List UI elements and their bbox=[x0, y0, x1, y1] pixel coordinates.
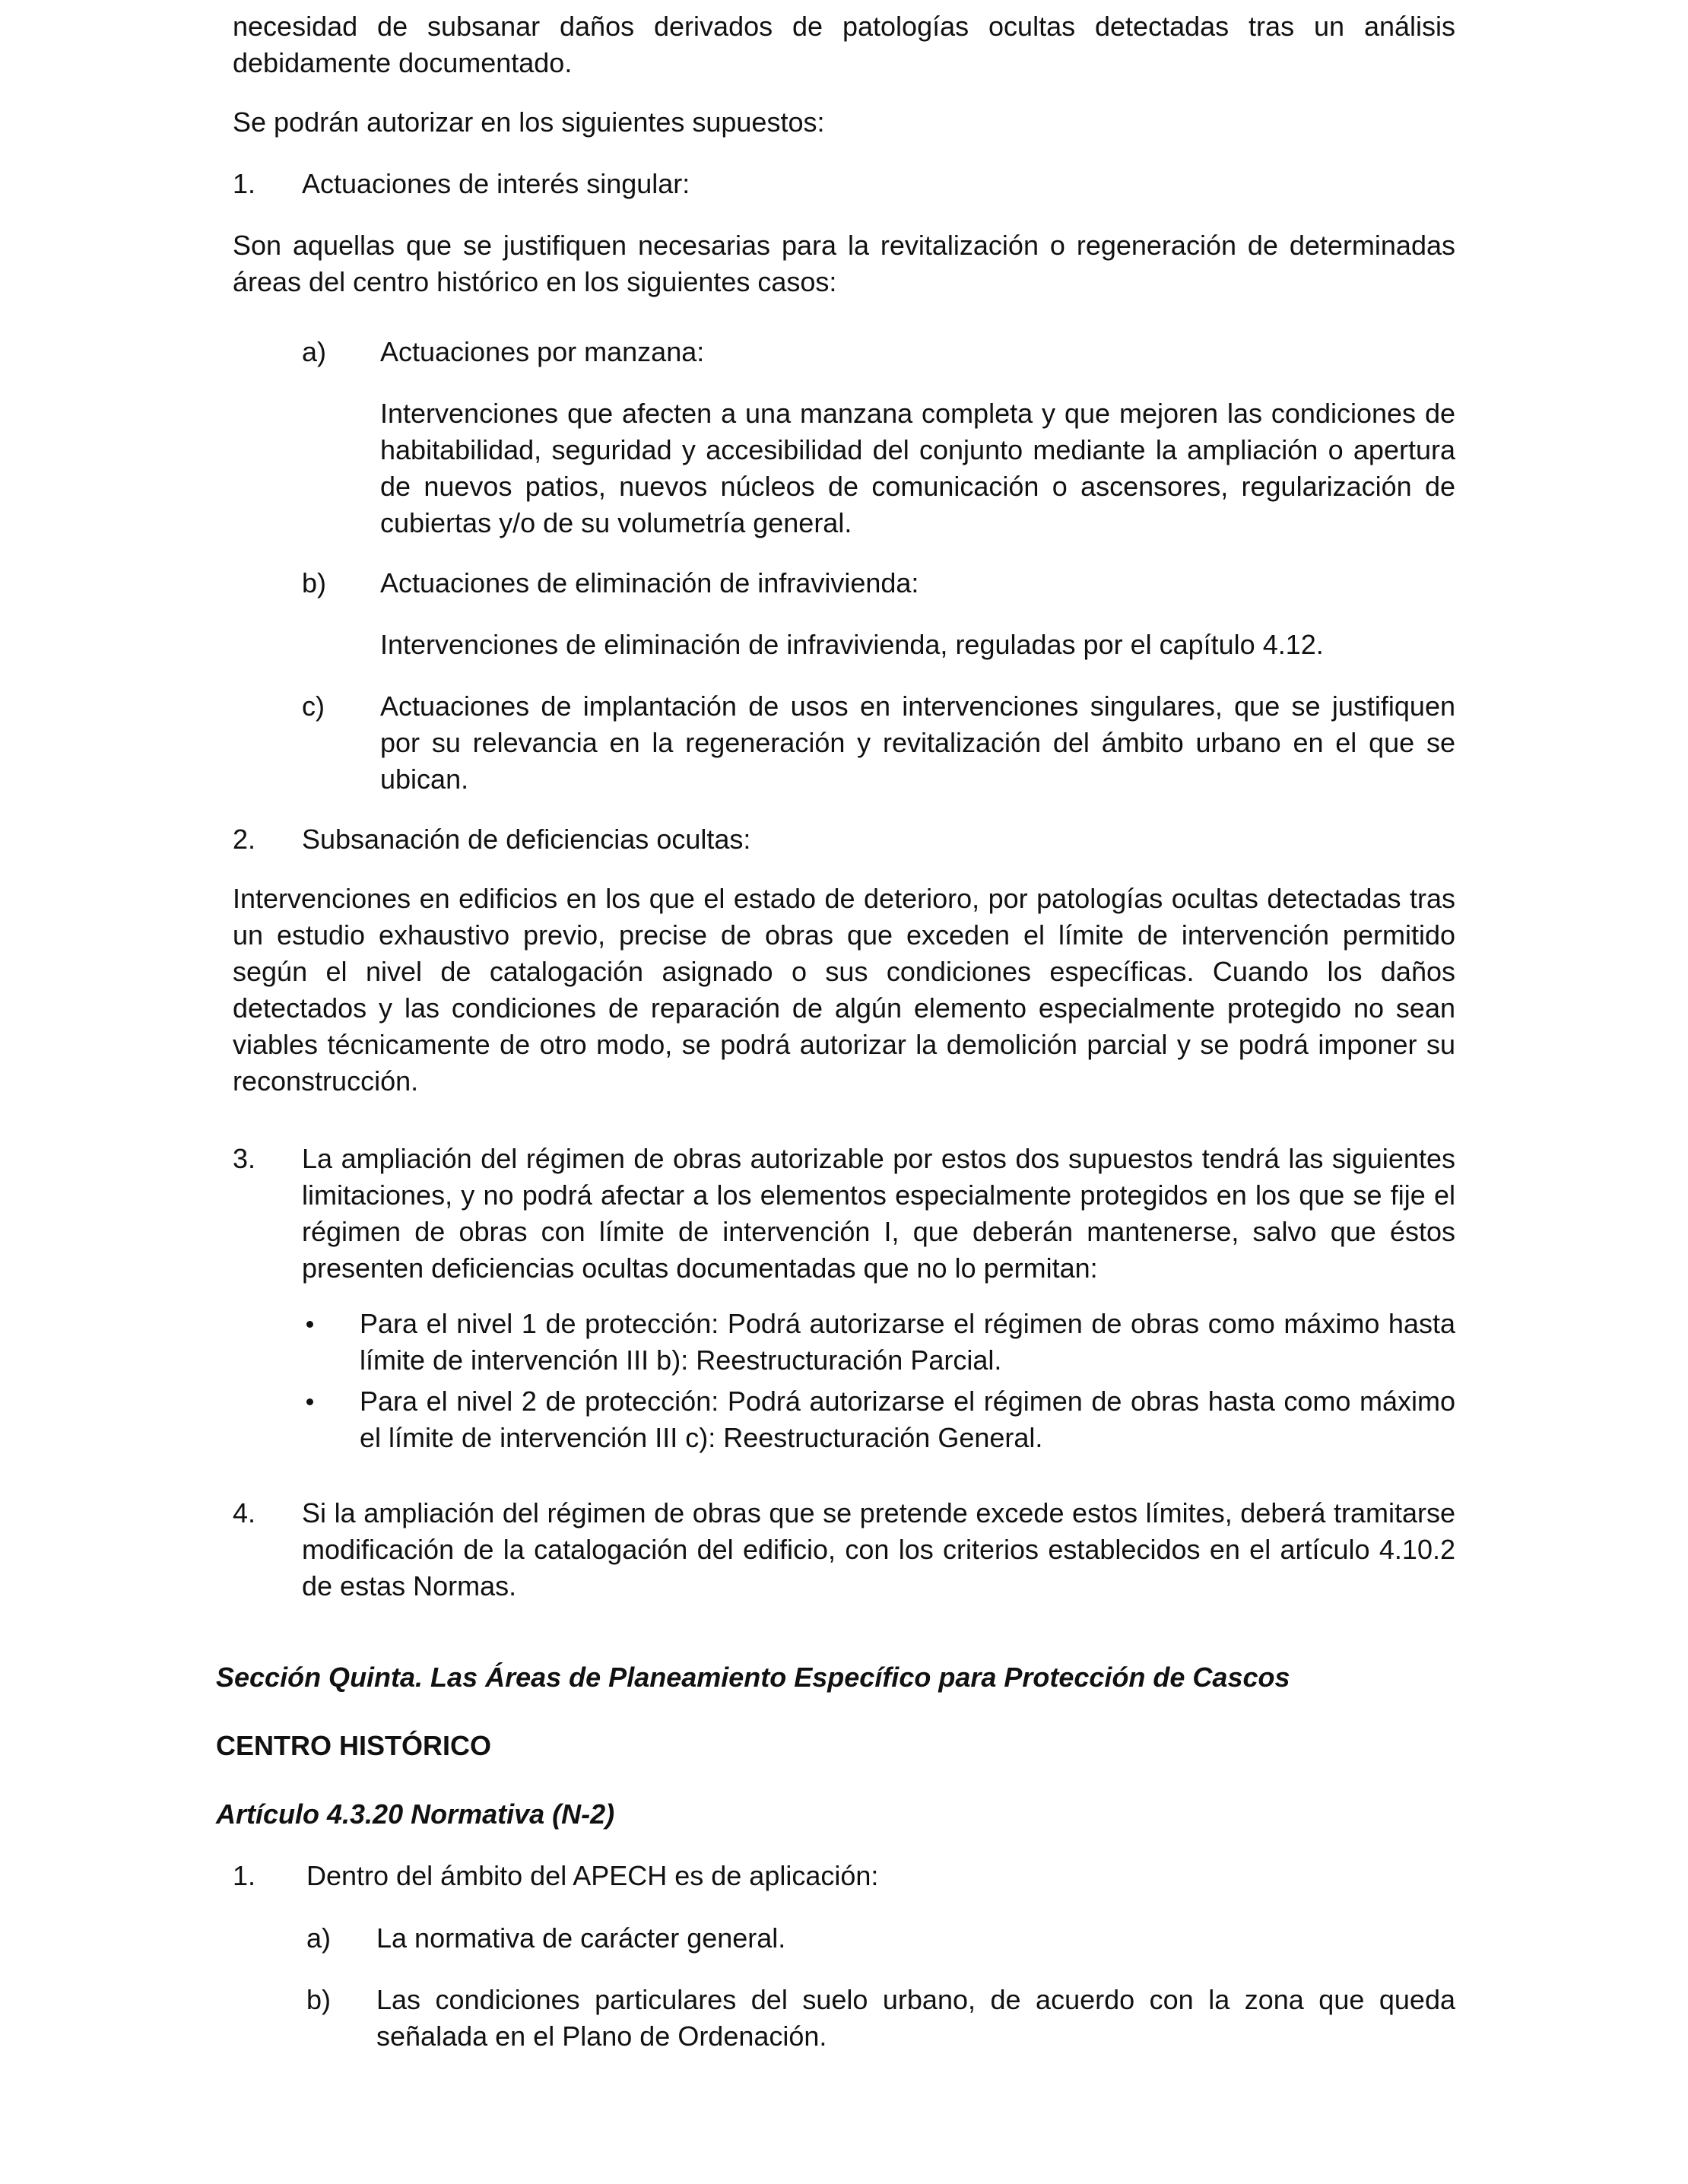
art-item-1-text: Dentro del ámbito del APECH es de aplicación: bbox=[306, 1860, 879, 1891]
item-2-number: 2. bbox=[233, 824, 256, 855]
art-item-1-number: 1. bbox=[233, 1860, 256, 1891]
sub-c-label: c) bbox=[302, 690, 325, 722]
bullet-2-text: Para el nivel 2 de protección: Podrá autorizarse el régimen de obras hasta como máximo el límite de intervención III c): Reestructuración General. bbox=[360, 1386, 1455, 1453]
sub-c-text: Actuaciones de implantación de usos en intervenciones singulares, que se justifiquen por su relevancia en la regeneración y revitalización del ámbito urbano en el que se ubican. bbox=[380, 690, 1455, 795]
section-title: Sección Quinta. Las Áreas de Planeamiento Específico para Protección de Cascos bbox=[216, 1662, 1290, 1693]
art-sub-b-text: Las condiciones particulares del suelo urbano, de acuerdo con la zona que queda señalada en el Plano de Ordenación. bbox=[376, 1984, 1455, 2052]
item-3-text: La ampliación del régimen de obras autorizable por estos dos supuestos tendrá las siguientes limitaciones, y no podrá afectar a los elementos especialmente protegidos en los que se fije el régimen de obras con límite de intervención I, que deberán mantenerse, salvo que éstos presenten deficiencias ocultas documentadas que no lo permitan: bbox=[302, 1143, 1455, 1284]
art-sub-b-label: b) bbox=[306, 1984, 332, 2015]
paragraph-intervenciones: Intervenciones en edificios en los que el estado de deterioro, por patologías ocultas detectadas tras un estudio exhaustivo previo, precise de obras que exceden el límite de intervención permitido según el nivel de catalogación asignado o sus condiciones específicas. Cuando los daños detectados y las condiciones de reparación de algún elemento especialmente protegido no sean viables técnicamente de otro modo, se podrá autorizar la demolición parcial y se podrá imponer su reconstrucción. bbox=[233, 883, 1455, 1097]
sub-b-title: Actuaciones de eliminación de infravivienda: bbox=[380, 567, 919, 598]
item-3-number: 3. bbox=[233, 1143, 256, 1174]
bullet-1-text: Para el nivel 1 de protección: Podrá autorizarse el régimen de obras como máximo hasta límite de intervención III b): Reestructuración Parcial. bbox=[360, 1308, 1455, 1376]
item-4-number: 4. bbox=[233, 1497, 256, 1528]
sub-a-title: Actuaciones por manzana: bbox=[380, 336, 705, 367]
item-4-text: Si la ampliación del régimen de obras que se pretende excede estos límites, deberá tramitarse modificación de la catalogación del edificio, con los criterios establecidos en el artículo 4.10.2 de estas Normas. bbox=[302, 1497, 1455, 1601]
bullet-icon bbox=[306, 1321, 313, 1328]
item-1-text: Actuaciones de interés singular: bbox=[302, 168, 690, 199]
paragraph-top: necesidad de subsanar daños derivados de patologías ocultas detectadas tras un análisis debidamente documentado. bbox=[233, 11, 1455, 78]
paragraph-son-aquellas: Son aquellas que se justifiquen necesarias para la revitalización o regeneración de determinadas áreas del centro histórico en los siguientes casos: bbox=[233, 230, 1455, 297]
art-sub-a-label: a) bbox=[306, 1922, 332, 1954]
item-2-text: Subsanación de deficiencias ocultas: bbox=[302, 824, 751, 855]
item-1-number: 1. bbox=[233, 168, 256, 199]
sub-a-body: Intervenciones que afecten a una manzana completa y que mejoren las condiciones de habitabilidad, seguridad y accesibilidad del conjunto mediante la ampliación o apertura de nuevos patios, nuevos núcleos de comunicación o ascensores, regularización de cubiertas y/o de su volumetría general. bbox=[380, 398, 1455, 538]
sub-a-label: a) bbox=[302, 336, 327, 367]
sub-b-body: Intervenciones de eliminación de infravivienda, reguladas por el capítulo 4.12. bbox=[380, 629, 1324, 660]
sub-b-label: b) bbox=[302, 567, 327, 598]
art-sub-a-text: La normativa de carácter general. bbox=[376, 1922, 786, 1954]
centro-historico-heading: CENTRO HISTÓRICO bbox=[216, 1730, 492, 1761]
bullet-icon bbox=[306, 1398, 313, 1405]
paragraph-supuestos: Se podrán autorizar en los siguientes supuestos: bbox=[233, 106, 825, 138]
article-title: Artículo 4.3.20 Normativa (N-2) bbox=[216, 1798, 615, 1830]
